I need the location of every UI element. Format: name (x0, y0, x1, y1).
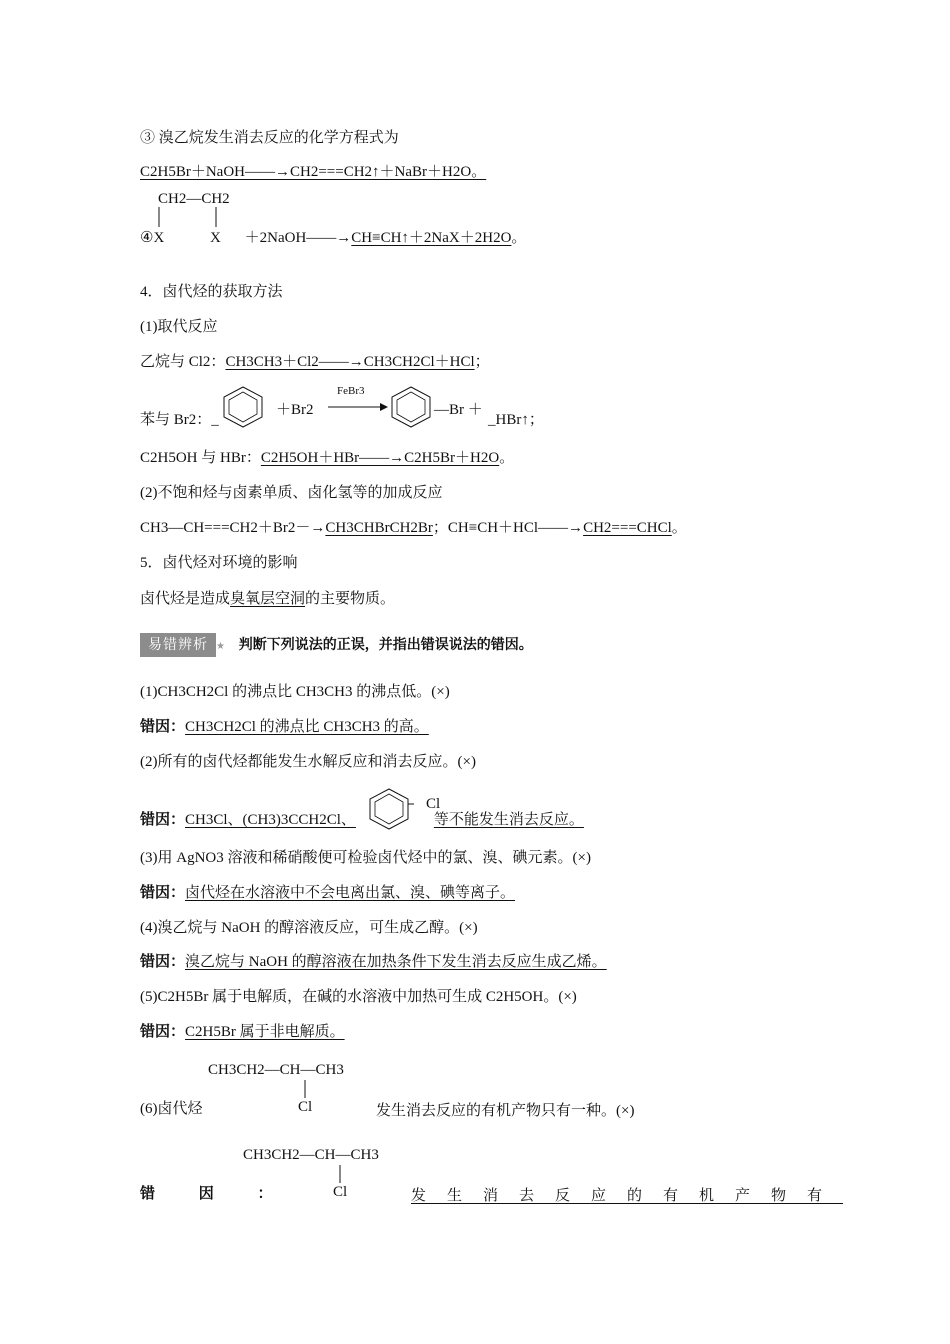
s4-sub1: (1)取代反应 (140, 319, 218, 335)
a4-answer: 溴乙烷与 NaOH 的醇溶液在加热条件下发生消去反应生成乙烯。 (185, 954, 607, 970)
febr3-catalyst: FeBr3 (337, 385, 365, 397)
q5: (5)C2H5Br 属于电解质，在碱的水溶液中加热可生成 C2H5OH。(×) (140, 989, 577, 1005)
a3-line (140, 883, 515, 903)
a1-line (140, 717, 429, 737)
eq4-pre: ＋2NaOH——→ (244, 230, 352, 246)
x1: X (153, 230, 165, 246)
a2-post: 等不能发生消去反应。 (433, 812, 584, 828)
a5-answer: C2H5Br 属于非电解质。 (185, 1024, 345, 1040)
cause-label-1: 错因： (140, 719, 186, 735)
q1: (1)CH3CH2Cl 的沸点比 CH3CH3 的沸点低。(×) (140, 684, 450, 700)
ethane-answer: CH3CH3＋Cl2——→CH3CH2Cl＋HCl (225, 354, 475, 370)
a6-answer: 发生消去反应的有机产物有 (411, 1188, 844, 1204)
ethanol-end: 。 (499, 450, 515, 466)
ethane-end: ； (474, 354, 490, 370)
a2-cl: Cl (426, 796, 441, 812)
add-answer-1: CH3CHBrCH2Br (325, 520, 433, 536)
hbr-product: _HBr↑； (488, 412, 544, 428)
br-substituent: —Br ＋ (434, 402, 483, 418)
eq4-answer: CH≡CH↑＋2NaX＋2H2O (351, 230, 512, 246)
eq3-answer: C2H5Br＋NaOH——→CH2===CH2↑＋NaBr＋H2O。 (140, 164, 487, 180)
a6-label: 错 因 ： (140, 1186, 293, 1202)
q6-cl: Cl (298, 1099, 313, 1115)
a2-line (140, 810, 584, 830)
ethane-line (140, 352, 490, 372)
a6-cl: Cl (333, 1184, 348, 1200)
a6-bond (335, 1165, 345, 1185)
br2-reagent: ＋Br2 (276, 402, 314, 418)
add-end: 。 (671, 520, 687, 536)
add-pre: CH3—CH===CH2＋Br2－→ (140, 520, 326, 536)
q6-post: 发生消去反应的有机产物只有一种。(×) (376, 1103, 635, 1119)
cause-label-5: 错因： (140, 1024, 186, 1040)
s4-title: 4．卤代烃的获取方法 (140, 284, 283, 300)
s5-post: 的主要物质。 (305, 591, 396, 607)
x2: X (210, 230, 221, 246)
q6-pre: (6)卤代烃 (140, 1101, 203, 1117)
cause-label-3: 错因： (140, 885, 186, 901)
s3-heading: ③ 溴乙烷发生消去反应的化学方程式为 (140, 130, 399, 146)
ethanol-label: C2H5OH 与 HBr： (140, 450, 261, 466)
circle-4: ④ (140, 230, 154, 246)
addition-line (140, 518, 687, 538)
error-tag: 易错辨析 (140, 633, 216, 657)
ethane-label: 乙烷与 Cl2： (140, 354, 226, 370)
s5-line (140, 589, 395, 609)
a4-line (140, 952, 607, 972)
eq4-end: 。 (511, 230, 527, 246)
s5-pre: 卤代烃是造成 (140, 591, 231, 607)
star-icon: ★ (216, 641, 225, 652)
s5-answer: 臭氧层空洞 (230, 591, 306, 607)
ethanol-answer: C2H5OH＋HBr——→C2H5Br＋H2O (260, 450, 500, 466)
cause-label-2: 错因： (140, 812, 186, 828)
add-mid: ；CH≡CH＋HCl——→ (432, 520, 584, 536)
reaction-arrow (328, 402, 388, 412)
s4-sub2: (2)不饱和烃与卤素单质、卤化氢等的加成反应 (140, 485, 443, 501)
eq4-line (140, 228, 526, 248)
s5-title: 5．卤代烃对环境的影响 (140, 555, 298, 571)
ethanol-line (140, 448, 514, 468)
q6-bond (300, 1080, 310, 1100)
benzene-ring-2 (386, 384, 436, 430)
q6-chain: CH3CH2—CH—CH3 (208, 1062, 344, 1078)
a1-answer: CH3CH2Cl 的沸点比 CH3CH3 的高。 (185, 719, 429, 735)
q2: (2)所有的卤代烃都能发生水解反应和消去反应。(×) (140, 754, 476, 770)
a6-chain: CH3CH2—CH—CH3 (243, 1147, 379, 1163)
benzene-ring-1 (218, 384, 268, 430)
a2-pre: CH3Cl、(CH3)3CCH2Cl、 (185, 812, 356, 828)
q3: (3)用 AgNO3 溶液和稀硝酸便可检验卤代烃中的氯、溴、碘元素。(×) (140, 850, 591, 866)
a5-line (140, 1022, 345, 1042)
error-header (140, 633, 533, 657)
add-answer-2: CH2===CHCl (583, 520, 672, 536)
cause-label-4: 错因： (140, 954, 186, 970)
ch2ch2-chain: CH2—CH2 (158, 191, 230, 207)
error-instruction: 判断下列说法的正误，并指出错误说法的错因。 (238, 637, 533, 653)
a3-answer: 卤代烃在水溶液中不会电离出氯、溴、碘等离子。 (185, 885, 516, 901)
q4: (4)溴乙烷与 NaOH 的醇溶液反应，可生成乙醇。(×) (140, 920, 478, 936)
benzene-label: 苯与 Br2：_ (140, 412, 219, 428)
